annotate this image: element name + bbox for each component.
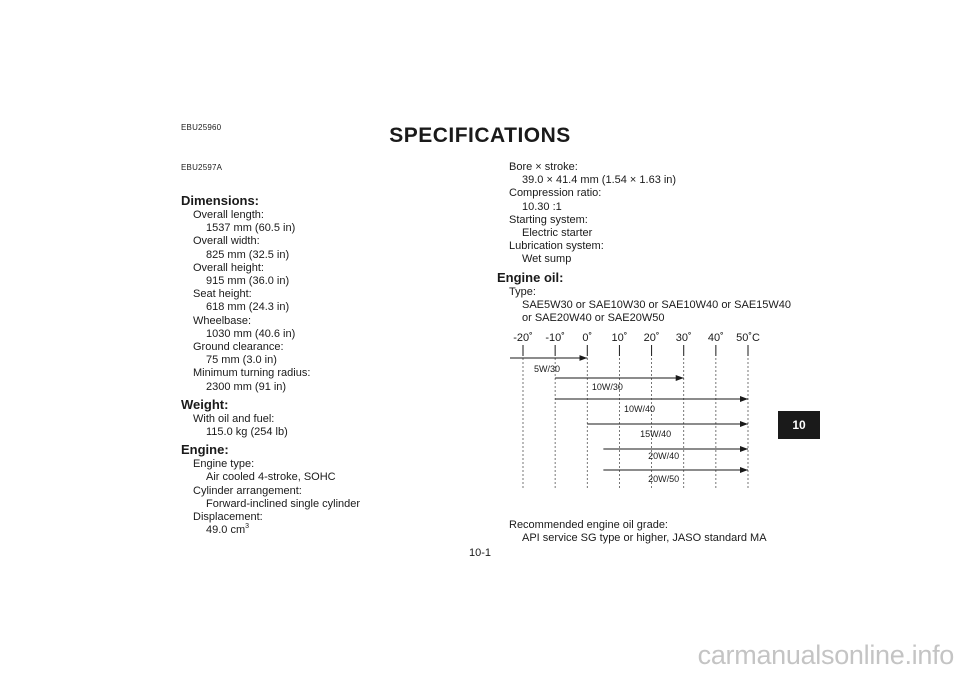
right-column	[497, 161, 827, 325]
cylinder-value: Forward-inclined single cylinder	[206, 497, 361, 510]
overall-height-value: 915 mm (36.0 in)	[206, 275, 290, 288]
seat-height-value: 618 mm (24.3 in)	[206, 301, 290, 314]
temp-tick-label: 10˚	[611, 332, 628, 344]
chapter-tab[interactable]	[778, 411, 820, 439]
ground-clearance-label: Ground clearance:	[193, 341, 284, 354]
temp-tick-label: 0˚	[582, 332, 593, 344]
ground-clearance-value: 75 mm (3.0 in)	[206, 354, 277, 367]
doc-code-sub: EBU2597A	[181, 163, 223, 172]
oil-range-label: 10W/30	[591, 382, 623, 392]
engine-type-label: Engine type:	[193, 458, 255, 471]
oil-grade-label: Recommended engine oil grade:	[509, 519, 668, 531]
oil-fuel-value: 115.0 kg (254 lb)	[206, 426, 288, 439]
left-column	[181, 190, 481, 537]
wheelbase-value: 1030 mm (40.6 in)	[206, 327, 296, 340]
temp-tick-label: -10˚	[545, 332, 565, 344]
weight-heading: Weight:	[181, 396, 229, 412]
oil-viscosity-chart	[490, 320, 780, 495]
compression-label: Compression ratio:	[509, 187, 602, 200]
temp-tick-label: 20˚	[643, 332, 660, 344]
starting-value: Electric starter	[522, 227, 593, 240]
compression-value: 10.30 :1	[522, 200, 562, 213]
page-title: SPECIFICATIONS	[389, 124, 571, 147]
temp-tick-label: -20˚	[513, 332, 533, 344]
temp-tick-label: 50˚C	[736, 332, 760, 344]
oil-fuel-label: With oil and fuel:	[193, 412, 275, 425]
oil-range-label: 15W/40	[640, 429, 672, 439]
displacement-value	[181, 524, 481, 537]
oil-range-label: 20W/50	[648, 474, 680, 484]
turning-radius-value: 2300 mm (91 in)	[206, 380, 287, 393]
overall-length-label: Overall length:	[193, 209, 264, 221]
oil-type-label: Type:	[509, 285, 536, 298]
doc-code-top: EBU25960	[181, 123, 222, 132]
wheelbase-label: Wheelbase:	[193, 314, 252, 327]
bore-label: Bore × stroke:	[509, 161, 578, 173]
cylinder-label: Cylinder arrangement:	[193, 484, 302, 497]
turning-radius-label: Minimum turning radius:	[193, 367, 311, 380]
engine-heading: Engine:	[181, 442, 229, 458]
displacement-label: Displacement:	[193, 511, 263, 524]
oil-range-label: 10W/40	[624, 404, 656, 414]
overall-width-label: Overall width:	[193, 235, 260, 248]
temp-tick-label: 40˚	[707, 332, 724, 344]
chapter-tab-label: 10	[792, 418, 806, 432]
temp-tick-label: 30˚	[675, 332, 692, 344]
dimensions-heading: Dimensions:	[181, 193, 260, 208]
overall-length-value: 1537 mm (60.5 in)	[206, 222, 296, 235]
watermark: carmanualsonline.info	[697, 640, 954, 670]
oil-grade-value: API service SG type or higher, JASO standard MA	[522, 532, 767, 545]
lubrication-label: Lubrication system:	[509, 240, 604, 253]
bore-value: 39.0 × 41.4 mm (1.54 × 1.63 in)	[522, 174, 677, 187]
oil-range-label: 20W/40	[648, 451, 680, 461]
oil-range-label: 5W/30	[533, 364, 561, 374]
overall-width-value: 825 mm (32.5 in)	[206, 248, 290, 261]
page-number: 10-1	[468, 547, 492, 559]
oil-grade-block	[497, 519, 827, 545]
engine-oil-heading: Engine oil:	[497, 269, 564, 285]
displacement-superscript: 3	[245, 523, 250, 531]
lubrication-value: Wet sump	[522, 253, 572, 266]
seat-height-label: Seat height:	[193, 288, 252, 301]
engine-type-value: Air cooled 4-stroke, SOHC	[206, 471, 336, 484]
overall-height-label: Overall height:	[193, 261, 264, 274]
displacement-number: 49.0 cm	[206, 524, 246, 537]
starting-label: Starting system:	[509, 213, 588, 226]
oil-type-value-1: SAE5W30 or SAE10W30 or SAE10W40 or SAE15W40	[522, 298, 792, 311]
oil-type-value-2: or SAE20W40 or SAE20W50	[522, 312, 665, 325]
